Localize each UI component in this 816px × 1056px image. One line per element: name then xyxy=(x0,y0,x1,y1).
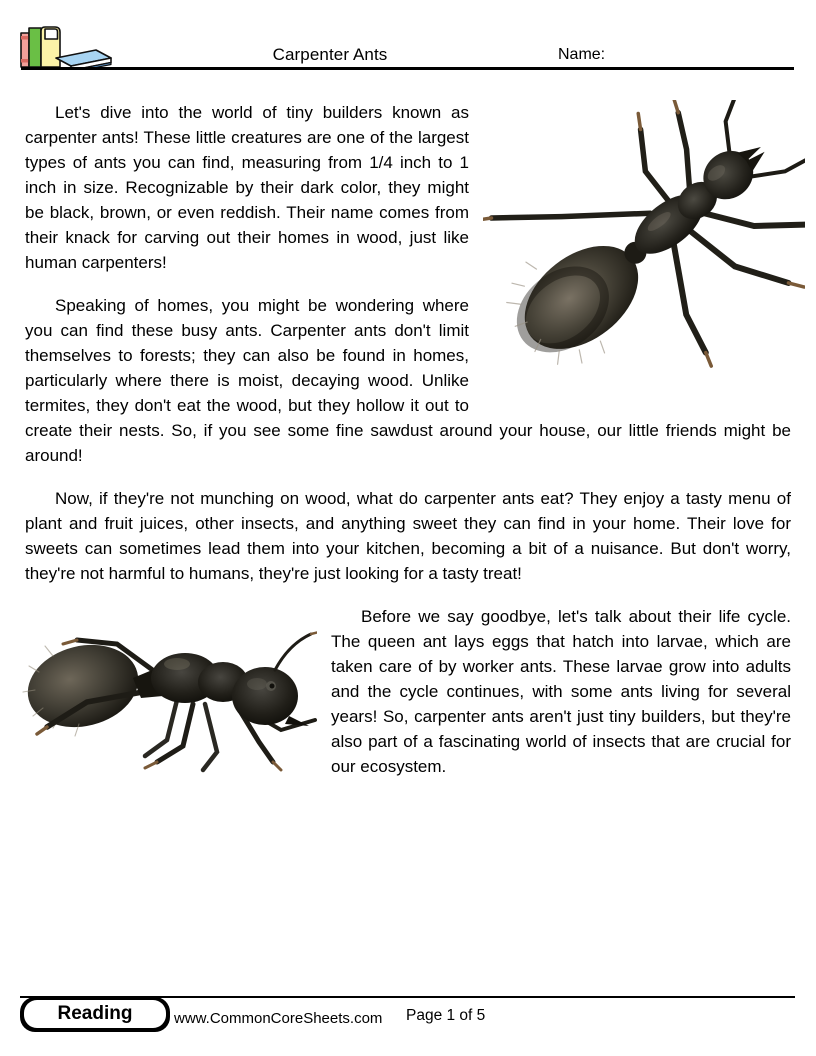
page-title: Carpenter Ants xyxy=(272,45,388,64)
page-number: Page 1 of 5 xyxy=(406,1007,486,1024)
website-url: www.CommonCoreSheets.com xyxy=(174,1010,383,1027)
carpenter-ant-side-view-photo xyxy=(17,594,317,778)
ant-head xyxy=(232,667,298,725)
passage-paragraph: Now, if they're not munching on wood, what do carpenter ants eat? They enjoy a tasty menu of plant and fruit juices, other insects, and anything sweet they can find in your home. Their love for sweets can sometimes lead them into your kitchen, becoming a bit of a nuisance. But don't worry, they're not harmful to humans, they're just looking for a tasty treat! xyxy=(25,489,791,583)
header-rule xyxy=(21,67,794,70)
name-label: Name: xyxy=(558,46,606,63)
passage-paragraph: Before we say goodbye, let's talk about their life cycle. The queen ant lays eggs that hatch into larvae, which are taken care of by worker ants. These larvae grow into adults and the cycle continues, with some ants living for several years! So, carpenter ants aren't just tiny builders, but they're also part of a fascinating world of insects that are crucial for our ecosystem. xyxy=(331,607,791,776)
ant-leg xyxy=(688,201,788,311)
category-badge-label: Reading xyxy=(24,1000,166,1028)
category-badge xyxy=(20,997,170,1032)
ant-antenna xyxy=(700,100,767,156)
ant-antenna xyxy=(275,634,311,670)
ant-leg xyxy=(623,129,687,202)
carpenter-ant-top-view-photo xyxy=(483,100,805,386)
passage-paragraph: Let's dive into the world of tiny builders known as carpenter ants! These little creatures are one of the largest types of ants you can find, measuring from 1/4 inch to 1 inch in size. Recognizable by their dark color, they might be black, brown, or even reddish. Their name comes from their knack for carving out their homes in wood, just like human carpenters! xyxy=(25,103,469,272)
reading-passage xyxy=(25,100,791,797)
passage-paragraph: Speaking of homes, you might be wondering where you can find these busy ants. Carpenter ants don't limit themselves to forests; they can also be found in homes, particularly where there is moist, decaying wood. Unlike termites, they don't eat the wood, but they hollow it out to create their nests. So, if you see some fine sawdust around your house, our little friends might be around! xyxy=(25,296,791,465)
ant-antenna xyxy=(749,135,805,196)
